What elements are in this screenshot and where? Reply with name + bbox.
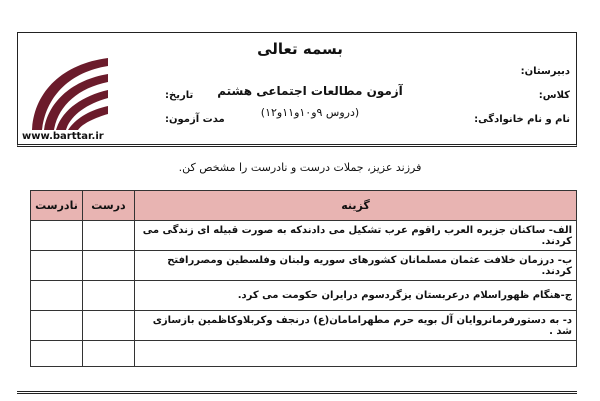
true-cell[interactable] (83, 311, 135, 341)
barttar-logo-icon (22, 52, 110, 132)
question-text: ب- درزمان خلافت عثمان مسلمانان کشورهای سوریه ولبنان وفلسطین ومصررافتح کردند. (135, 251, 577, 281)
question-table (30, 190, 577, 367)
school-label: دبیرستان: (520, 66, 570, 77)
empty-cell (135, 341, 577, 367)
table-row (31, 341, 577, 367)
class-label: کلاس: (538, 90, 570, 101)
true-cell[interactable] (83, 281, 135, 311)
false-cell[interactable] (31, 221, 83, 251)
question-text: د- به دستورفرمانروایان آل بویه حرم مطهرامامان(ع) درنجف وکربلاوکاظمین بازسازی شد . (135, 311, 577, 341)
false-cell[interactable] (31, 281, 83, 311)
header-true: درست (83, 191, 135, 221)
date-label: تاریخ: (165, 90, 194, 101)
bottom-rule (17, 391, 577, 395)
true-cell[interactable] (83, 221, 135, 251)
instruction-text: فرزند عزیز، جملات درست و نادرست را مشخص کن. (178, 161, 422, 174)
exam-title: آزمون مطالعات اجتماعی هشتم (217, 84, 403, 98)
false-cell[interactable] (31, 311, 83, 341)
question-text: ج-هنگام ظهوراسلام درعربستان یزگردسوم درایران حکومت می کرد. (135, 281, 577, 311)
duration-label: مدت آزمون: (165, 114, 225, 125)
site-url: www.barttar.ir (22, 131, 104, 142)
table-row (31, 281, 577, 311)
table-header-row (31, 191, 577, 221)
table-row (31, 311, 577, 341)
header-false: نادرست (31, 191, 83, 221)
true-cell[interactable] (83, 341, 135, 367)
header-option: گزینه (135, 191, 577, 221)
false-cell[interactable] (31, 251, 83, 281)
name-label: نام و نام خانوادگی: (474, 114, 570, 125)
false-cell[interactable] (31, 341, 83, 367)
exam-subtitle: (دروس ۹و۱۰و۱۱و۱۲) (260, 106, 360, 119)
table-row (31, 251, 577, 281)
table-row (31, 221, 577, 251)
true-cell[interactable] (83, 251, 135, 281)
question-text: الف- ساکنان جزیره العرب راقوم عرب تشکیل می دادندکه به صورت قبیله ای زندگی می کردند. (135, 221, 577, 251)
bismillah: بسمه تعالی (257, 40, 343, 58)
